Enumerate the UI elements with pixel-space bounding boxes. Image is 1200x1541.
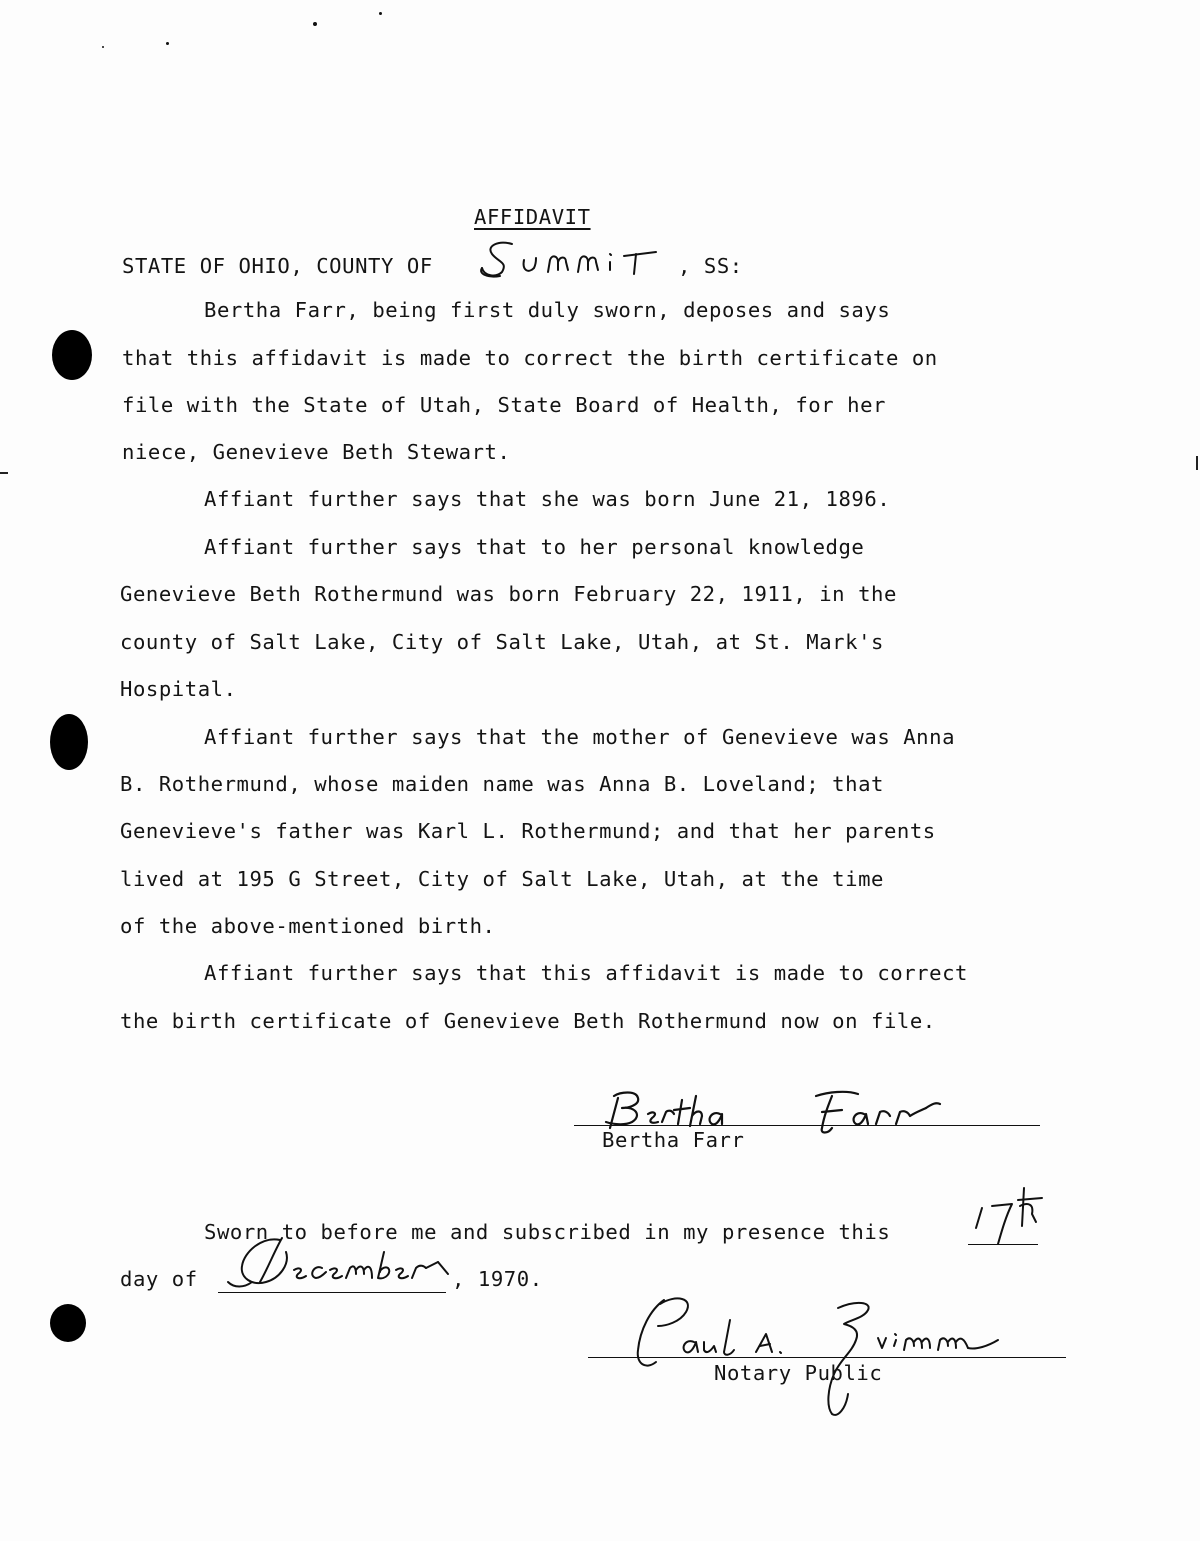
punch-hole <box>52 330 92 380</box>
paragraph-1-line: niece, Genevieve Beth Stewart. <box>122 440 511 464</box>
document-title: AFFIDAVIT <box>474 205 591 229</box>
paragraph-1-line: file with the State of Utah, State Board of Health, for her <box>122 393 886 417</box>
paragraph-5-line: Affiant further says that this affidavit is made to correct <box>204 961 968 985</box>
punch-hole <box>50 714 88 770</box>
paragraph-4-line: Affiant further says that the mother of Genevieve was Anna <box>204 725 956 749</box>
county-handwritten <box>478 236 678 284</box>
paragraph-3-line: county of Salt Lake, City of Salt Lake, Utah, at St. Mark's <box>120 630 884 654</box>
paragraph-2-line: Affiant further says that she was born June 21, 1896. <box>204 487 891 511</box>
paragraph-3-line: Affiant further says that to her personal knowledge <box>204 535 865 559</box>
paragraph-4-line: B. Rothermund, whose maiden name was Anna B. Loveland; that <box>120 772 884 796</box>
scan-speck <box>102 46 104 48</box>
paragraph-4-line: Genevieve's father was Karl L. Rothermund; and that her parents <box>120 819 936 843</box>
scan-edge-mark <box>0 472 8 474</box>
paragraph-5-line: the birth certificate of Genevieve Beth Rothermund now on file. <box>120 1009 936 1033</box>
affiant-signature-line <box>574 1125 1040 1126</box>
scan-speck <box>379 12 382 15</box>
paragraph-3-line: Hospital. <box>120 677 237 701</box>
jurat-line-2-suffix: , 1970. <box>452 1267 543 1291</box>
scan-edge-mark <box>1196 456 1198 470</box>
venue-suffix: , SS: <box>678 254 743 278</box>
punch-hole <box>50 1304 86 1342</box>
notary-printed-title: Notary Public <box>714 1361 883 1385</box>
jurat-line-2-prefix: day of <box>120 1267 198 1291</box>
paragraph-1-line: that this affidavit is made to correct the birth certificate on <box>122 346 938 370</box>
scan-speck <box>166 42 169 45</box>
notary-signature-line <box>588 1357 1066 1358</box>
paragraph-1-line: Bertha Farr, being first duly sworn, deposes and says <box>204 298 891 322</box>
jurat-line-1: Sworn to before me and subscribed in my presence this <box>204 1220 891 1244</box>
affiant-printed-name: Bertha Farr <box>602 1128 745 1152</box>
paragraph-3-line: Genevieve Beth Rothermund was born February 22, 1911, in the <box>120 582 897 606</box>
jurat-day-line <box>968 1244 1038 1245</box>
venue-prefix: STATE OF OHIO, COUNTY OF <box>122 254 433 278</box>
jurat-day-handwritten <box>962 1182 1072 1262</box>
scan-speck <box>313 22 317 26</box>
paragraph-4-line: lived at 195 G Street, City of Salt Lake, Utah, at the time <box>120 867 884 891</box>
jurat-month-line <box>218 1292 446 1293</box>
paragraph-4-line: of the above-mentioned birth. <box>120 914 496 938</box>
